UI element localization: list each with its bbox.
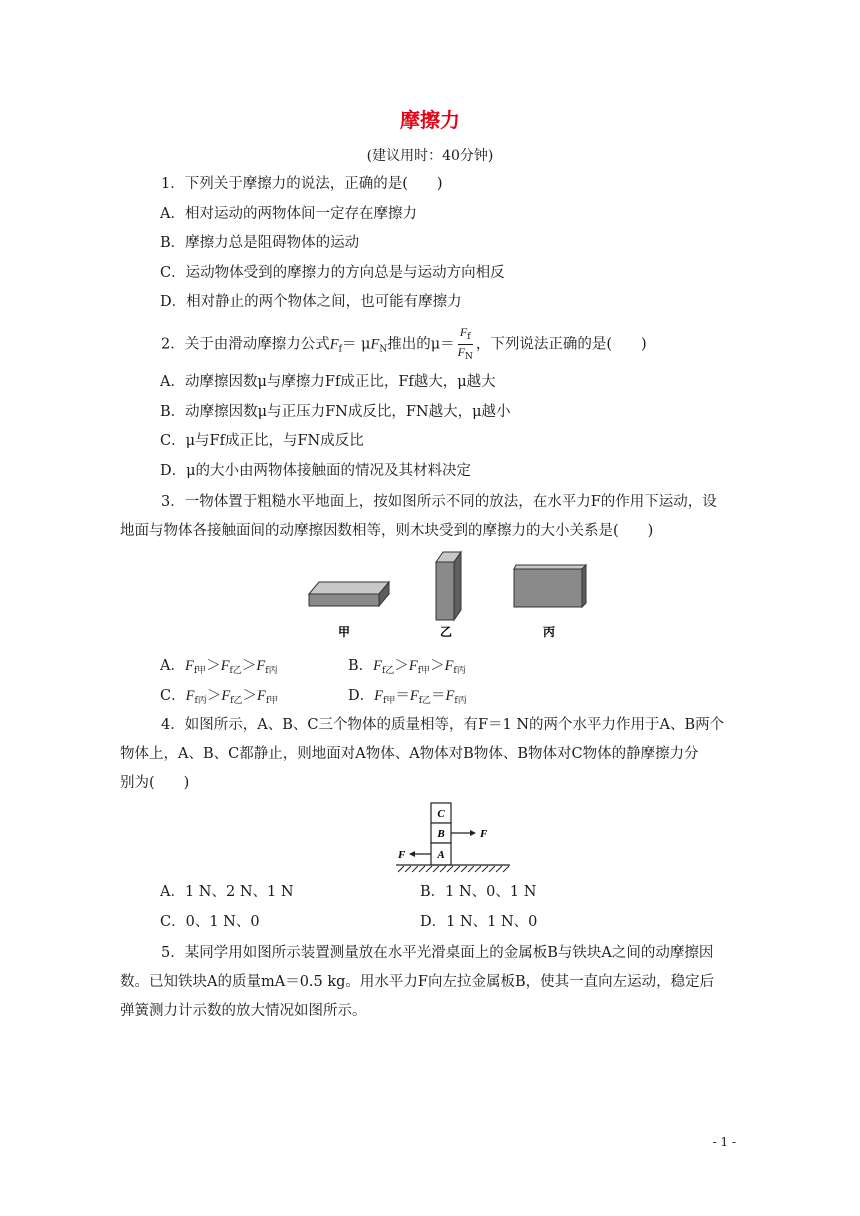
q3-option-d-label: D． [348, 688, 375, 704]
q2-stem-part-c: ，下列说法正确的是( ) [475, 336, 647, 353]
q4-option-a: A．1 N、2 N、1 N [160, 884, 294, 900]
block-yi [436, 552, 461, 620]
q2-option-a: A．动摩擦因数μ与摩擦力Ff成正比，Ff越大，μ越大 [160, 374, 496, 390]
q3-option-b: B．$F_{f乙}>F_{f甲}>F_{f丙}$ [348, 658, 466, 676]
q2-option-d: D．μ的大小由两物体接触面的情况及其材料决定 [160, 463, 472, 479]
q3-option-b-label: B． [348, 658, 374, 674]
q2-stem: 2．关于由滑动摩擦力公式$F_f= \mu F_N$推出的μ＝ $\frac{F_f}{F_N}$ ，下列说法正确的是( ) [161, 325, 647, 362]
label-c: C [437, 808, 445, 820]
q4-figure [392, 800, 516, 876]
q4-option-b: B．1 N、0、1 N [420, 884, 537, 900]
q1-option-b: B．摩擦力总是阻碍物体的运动 [160, 235, 360, 251]
q4-stem-line2: 物体上，A、B、C都静止，则地面对A物体、A物体对B物体、B物体对C物体的静摩擦力分 [120, 746, 699, 762]
label-f-left: F [398, 849, 406, 861]
q5-stem-line2: 数。已知铁块A的质量mA＝0.5 kg。用水平力F向左拉金属板B，使其一直向左运动，稳定后 [120, 974, 715, 990]
q1-stem: 1．下列关于摩擦力的说法，正确的是( ) [161, 176, 443, 192]
arrow-left [409, 851, 431, 857]
q3-option-c: C．$F_{f丙}>F_{f乙}>F_{f甲}$ [160, 688, 279, 706]
q3-option-a-label: A． [160, 658, 185, 674]
q4-stem-line3: 别为( ) [120, 775, 190, 791]
q2-stem-part-b: 推出的 [387, 336, 431, 353]
q1-option-a: A．相对运动的两物体间一定存在摩擦力 [160, 206, 417, 222]
q2-option-b: B．动摩擦因数μ与正压力FN成反比，FN越大，μ越小 [160, 404, 511, 420]
q3-stem-line1: 3．一物体置于粗糙水平地面上，按如图所示不同的放法，在水平力F的作用下运动，设 [161, 494, 717, 510]
q4-stem-line1: 4．如图所示，A、B、C三个物体的质量相等，有F＝1 N的两个水平力作用于A、B两个 [161, 717, 725, 733]
suggested-time: (建议用时：40分钟) [366, 148, 494, 164]
q1-option-c: C．运动物体受到的摩擦力的方向总是与运动方向相反 [160, 265, 505, 281]
label-bing: 丙 [542, 625, 556, 639]
q5-stem-line1: 5．某同学用如图所示装置测量放在水平光滑桌面上的金属板B与铁块A之间的动摩擦因 [161, 945, 714, 961]
label-yi: 乙 [439, 625, 453, 639]
arrow-right [451, 830, 476, 836]
ground [396, 865, 510, 872]
q2-stem-part-a: 2．关于由滑动摩擦力公式 [161, 336, 330, 353]
mu-fraction: $\frac{F_f}{F_N}$ [457, 325, 473, 362]
q1-option-d: D．相对静止的两个物体之间，也可能有摩擦力 [160, 294, 462, 310]
page-number: - 1 - [712, 1135, 736, 1149]
label-b: B [437, 828, 445, 840]
q3-option-c-label: C． [160, 688, 186, 704]
label-f-right: F [480, 828, 488, 840]
q4-option-d: D．1 N、1 N、0 [420, 914, 538, 930]
block-bing [514, 565, 586, 607]
block-jia [309, 582, 389, 606]
page-title: 摩擦力 [400, 108, 460, 132]
q5-stem-line3: 弹簧测力计示数的放大情况如图所示。 [120, 1003, 367, 1019]
q3-figure [300, 548, 600, 644]
q4-option-c: C．0、1 N、0 [160, 914, 260, 930]
q3-option-d: D．$F_{f甲}=F_{f乙}=F_{f丙}$ [348, 688, 467, 706]
q3-option-a: A．$F_{f甲}>F_{f乙}>F_{f丙}$ [160, 658, 278, 676]
q2-option-c: C．μ与Ff成正比，与FN成反比 [160, 433, 364, 449]
label-a: A [437, 849, 445, 861]
label-jia: 甲 [337, 625, 351, 639]
q3-stem-line2: 地面与物体各接触面间的动摩擦因数相等，则木块受到的摩擦力的大小关系是( ) [120, 523, 654, 539]
